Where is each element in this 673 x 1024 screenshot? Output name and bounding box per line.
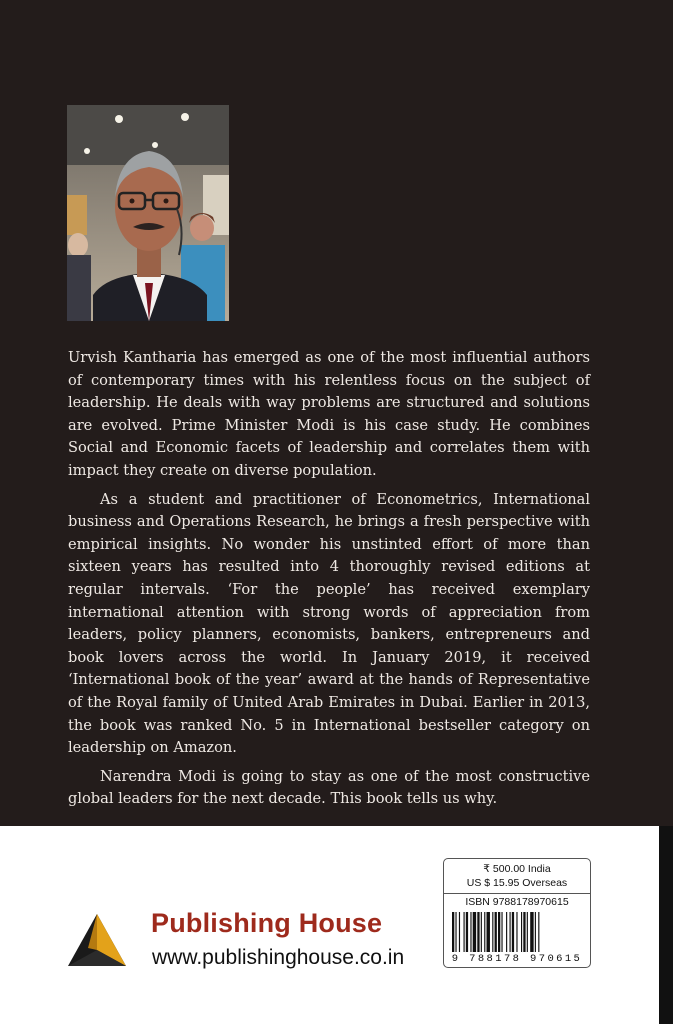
publisher-logo-icon <box>66 912 128 968</box>
price-divider <box>444 893 590 894</box>
barcode-digits: 9 788178 970615 <box>451 953 583 965</box>
isbn-barcode <box>450 912 584 954</box>
publisher-name: Publishing House <box>151 908 383 938</box>
author-photo-image <box>67 105 229 321</box>
isbn-number: ISBN 9788178970615 <box>465 896 569 908</box>
author-photo <box>67 105 229 321</box>
publisher-url: www.publishinghouse.co.in <box>152 946 405 969</box>
price-india: ₹ 500.00 India <box>483 863 551 875</box>
author-blurb <box>68 347 590 817</box>
price-isbn-box <box>443 858 591 968</box>
blurb-paragraph: Narendra Modi is going to stay as one of the most constructive global leaders for the next decade. This book tells us why. <box>68 767 590 808</box>
blurb-paragraph: As a student and practitioner of Econometrics, International business and Operations Research, he brings a fresh perspective with empirical insights. No wonder his unstinted effort of more than sixteen years has resulted into 4 thoroughly revised editions at regular intervals. ‘For the people’ has received exemplary international attention with strong words of appreciation from leaders, policy planners, economists, bankers, entrepreneurs and book lovers across the world. In January 2019, it received ‘International book of the year’ award at the hands of Representative of the Royal family of United Arab Emirates in Dubai. Earlier in 2013, the book was ranked No. 5 in International bestseller category on leadership on Amazon. <box>68 490 590 757</box>
blurb-paragraph: Urvish Kantharia has emerged as one of the most influential authors of contemporary times with his relentless focus on the subject of leadership. He deals with way problems are structured and solutions are evolved. Prime Minister Modi is his case study. He combines Social and Economic facets of leadership and correlates them with impact they create on diverse population. <box>68 349 590 479</box>
price-overseas: US $ 15.95 Overseas <box>466 877 568 889</box>
page-edge <box>659 826 673 1024</box>
